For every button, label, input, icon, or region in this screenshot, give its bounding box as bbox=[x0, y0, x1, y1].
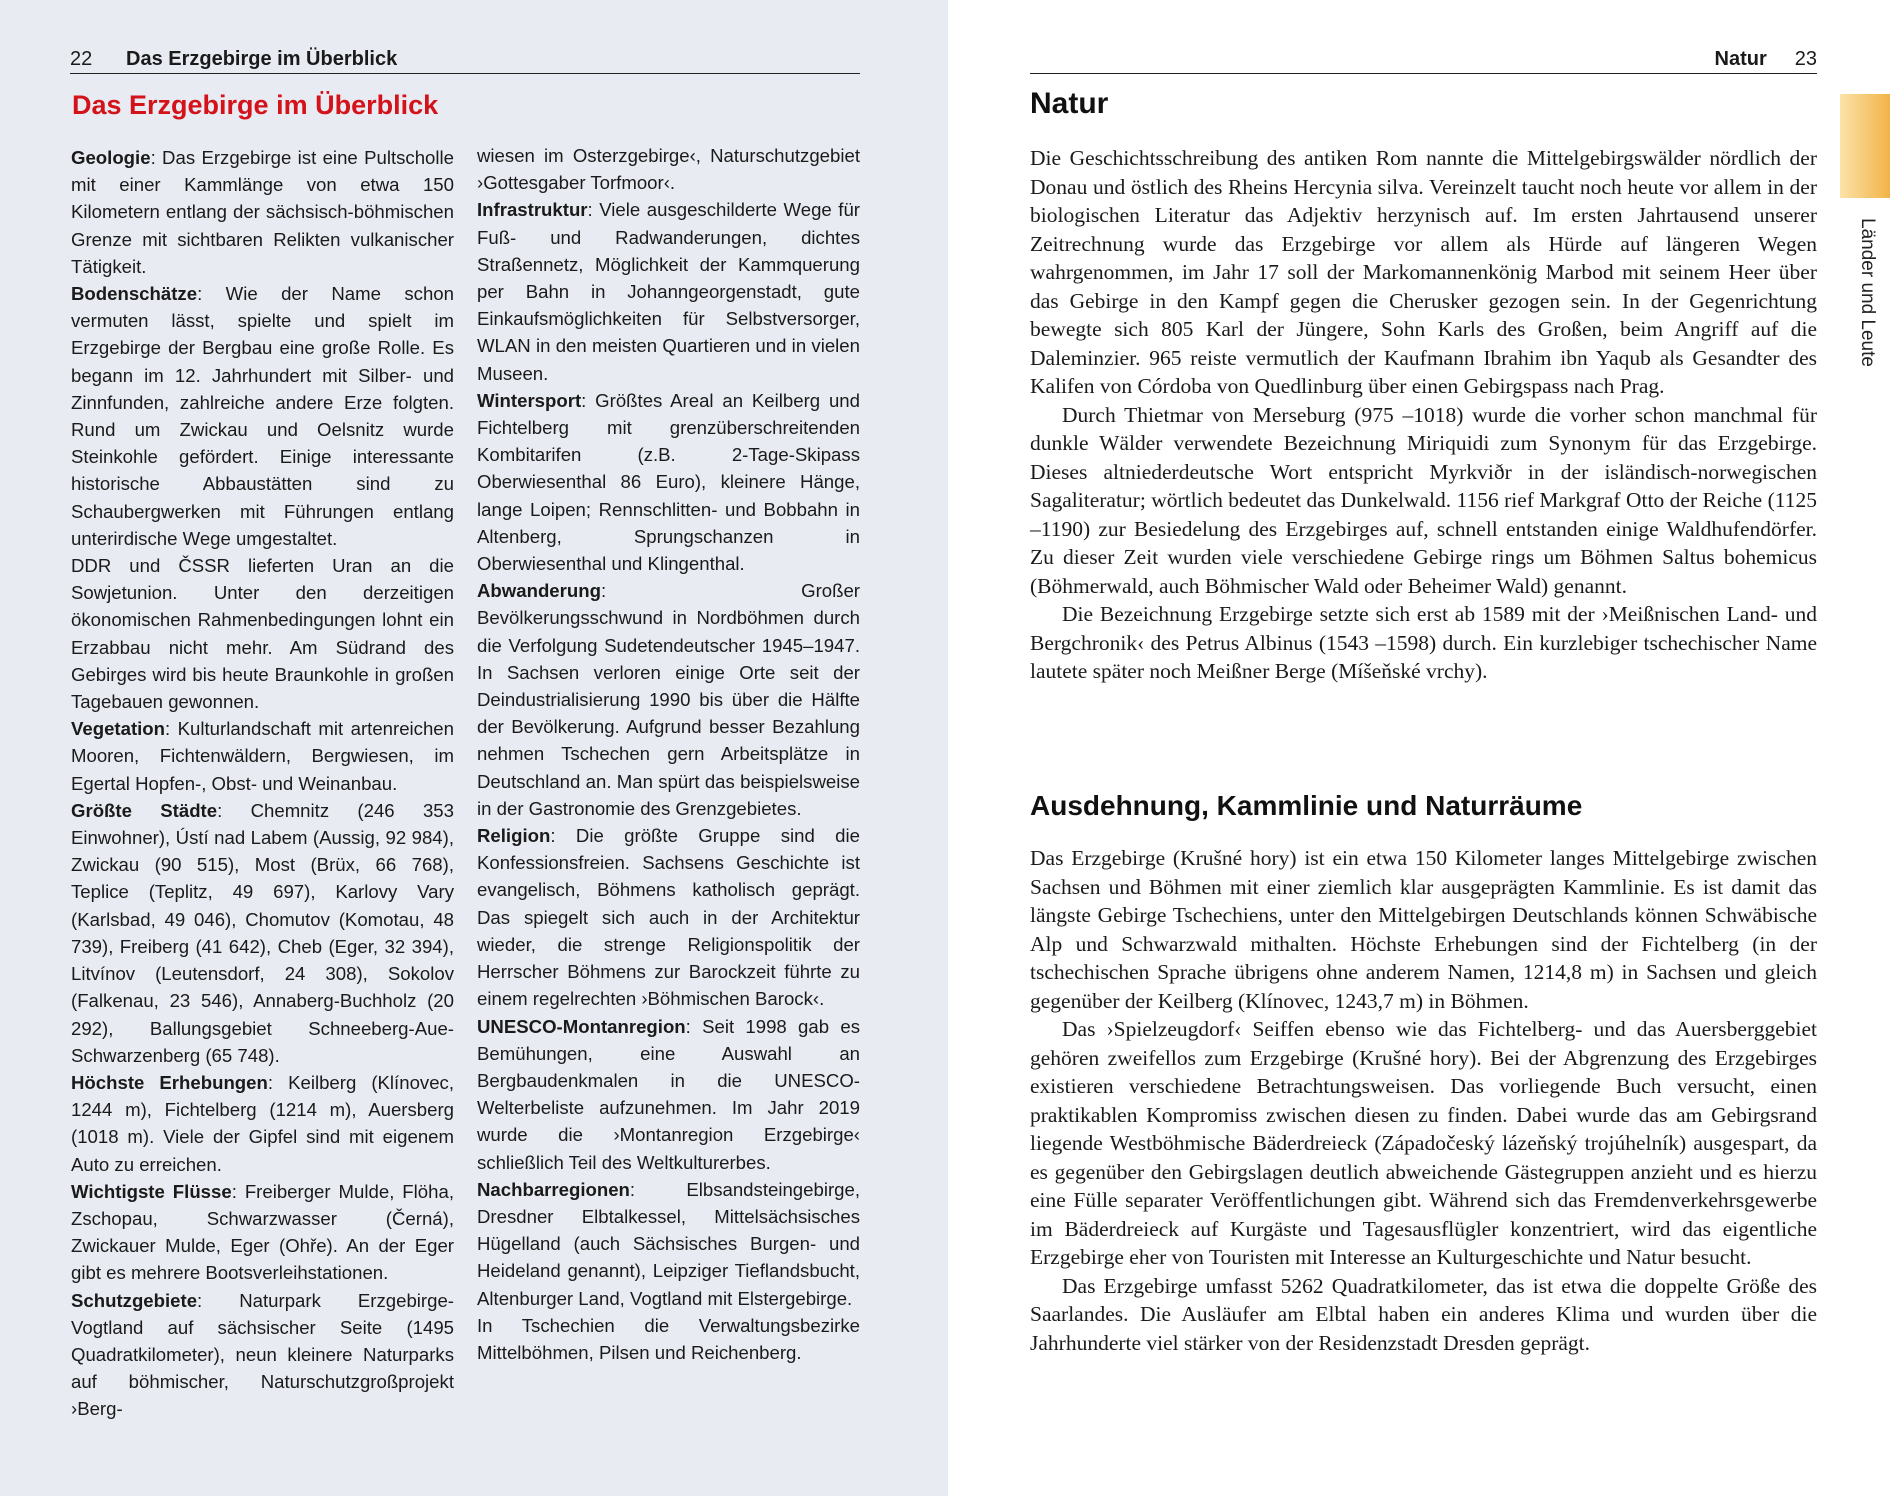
left-page-title: Das Erzgebirge im Überblick bbox=[72, 90, 439, 120]
fact-entry bbox=[477, 1312, 860, 1366]
fact-column-1 bbox=[71, 144, 454, 1423]
fact-entry bbox=[477, 1013, 860, 1176]
fact-entry bbox=[477, 577, 860, 822]
fact-entry bbox=[71, 1287, 454, 1423]
left-header-title: Das Erzgebirge im Überblick bbox=[126, 48, 398, 70]
fact-text: wiesen im Osterzgebirge‹, Naturschutzgebiet ›Gottesgaber Torfmoor‹. bbox=[477, 145, 860, 194]
fact-text: : Keilberg (Klínovec, 1244 m), Fichtelberg (1214 m), Auersberg (1018 m). Viele der Gipfel sind mit eigenem Auto zu erreichen. bbox=[71, 1071, 455, 1175]
left-page-number: 22 bbox=[70, 48, 93, 70]
fact-text: DDR und ČSSR lieferten Uran an die Sowjetunion. Unter den derzeitigen ökonomischen Rahmenbedingungen lohnt ein Erzabbau nicht mehr. Am Südrand des Gebirges wird bis heute Braunkohle in großen Tagebauen gewonnen. bbox=[71, 555, 454, 713]
paragraph: Das ›Spielzeugdorf‹ Seiffen ebenso wie das Fichtelberg- und das Auersberggebiet gehören zweifellos zum Erzgebirge (Krušné hory). Bei der Abgrenzung des Erzgebirges existieren verschiedene Betrachtungsweisen. Das vorliegende Buch versucht, einen praktikablen Kompromiss zwischen diesen zu finden. Dabei wurde das am Gebirgsrand liegende Westböhmische Bäderdreieck (Západočeský lázeňský trojúhelník) ausgespart, da es gegenüber den Gebirgslagen deutlich abweichende Gästegruppen anzieht und es hierzu eine Fülle separater Veröffentlichungen gibt. Während sich das Fremdenverkehrsgewerbe im Bäderdreieck auf Kurgäste und Tagesausflügler konzentriert, wird das eigentliche Erzgebirge eher von Touristen mit Interesse an Kulturgeschichte und Natur besucht. bbox=[1030, 1017, 1817, 1269]
chapter-thumb-tab bbox=[1840, 94, 1890, 198]
fact-entry bbox=[477, 196, 860, 386]
right-running-header bbox=[1030, 44, 1817, 74]
right-header-title: Natur bbox=[1714, 48, 1767, 70]
fact-text: : Kulturlandschaft mit artenreichen Mooren, Fichtenwäldern, Bergwiesen, im Egertal Hopfen-, Obst- und Weinanbau. bbox=[71, 718, 454, 794]
section-ausdehnung-body bbox=[1030, 844, 1817, 1357]
fact-term: Wintersport bbox=[477, 389, 582, 411]
section-title-natur: Natur bbox=[1030, 87, 1109, 120]
fact-entry bbox=[477, 822, 860, 1012]
paragraph: Das Erzgebirge umfasst 5262 Quadratkilometer, das ist etwa die doppelte Größe des Saarlandes. Die Ausläufer am Elbtal haben ein anderes Klima und wurden über die Jahrhunderte viel stärker von der Residenzstadt Dresden geprägt. bbox=[1030, 1273, 1817, 1355]
fact-text: : Die größte Gruppe sind die Konfessionsfreien. Sachsens Geschichte ist evangelisch, Böhmens katholisch geprägt. Das spiegelt sich auch in der Architektur wieder, die strenge Religionspolitik der Herrscher Böhmens zur Barockzeit führte zu einem regelrechten ›Böhmischen Barock‹. bbox=[477, 825, 860, 1010]
chapter-side-label: Länder und Leute bbox=[1857, 218, 1878, 367]
left-running-header bbox=[70, 44, 860, 74]
section-title-ausdehnung: Ausdehnung, Kammlinie und Naturräume bbox=[1030, 790, 1583, 821]
fact-text: : Naturpark Erzgebirge-Vogtland auf sächsischer Seite (1495 Quadratkilometer), neun kleinere Naturparks auf böhmischer, Naturschutzgroßprojekt ›Berg- bbox=[71, 1289, 454, 1420]
fact-term: UNESCO-Montanregion bbox=[477, 1015, 686, 1037]
paragraph: Das Erzgebirge (Krušné hory) ist ein etwa 150 Kilometer langes Mittelgebirge zwischen Sachsen und Böhmen mit einer ziemlich klar ausgeprägten Kammlinie. Es ist damit das längste Gebirge Tschechiens, unter den Mittelgebirgen Deutschlands können Schwäbische Alp und Schwarzwald mithalten. Höchste Erhebungen sind der Fichtelberg (in der tschechischen Sprache übrigens ohne anderem Namen, 1214,8 m) in Sachsen und gleich gegenüber der Keilberg (Klínovec, 1243,7 m) in Böhmen. bbox=[1030, 846, 1817, 1013]
fact-term: Nachbarregionen bbox=[477, 1178, 630, 1200]
section-natur-body bbox=[1030, 144, 1817, 686]
fact-term: Größte Städte bbox=[71, 799, 218, 821]
fact-text: In Tschechien die Verwaltungsbezirke Mittelböhmen, Pilsen und Reichenberg. bbox=[477, 1314, 860, 1363]
fact-entry bbox=[71, 797, 454, 1069]
fact-entry bbox=[477, 142, 860, 196]
fact-term: Abwanderung bbox=[477, 580, 601, 602]
fact-entry bbox=[71, 715, 454, 797]
fact-text: : Wie der Name schon vermuten lässt, spielte und spielt im Erzgebirge der Bergbau eine große Rolle. Es begann im 12. Jahrhundert mit Silber- und Zinnfunden, zahlreiche andere Erze folgten. Rund um Zwickau und Oelsnitz wurde Steinkohle gefördert. Einige interessante historische Abbaustätten sind zu Schaubergwerken mit Führungen entlang unterirdische Wege umgestaltet. bbox=[71, 283, 454, 549]
fact-text: : Viele ausgeschilderte Wege für Fuß- und Radwanderungen, dichtes Straßennetz, Möglichkeit der Kammquerung per Bahn in Johanngeorgenstadt, gute Einkaufsmöglichkeiten für Selbstversorger, WLAN in den meisten Quartieren und in vielen Museen. bbox=[477, 199, 860, 384]
fact-entry bbox=[71, 1069, 454, 1178]
fact-entry bbox=[477, 1176, 860, 1312]
fact-term: Religion bbox=[477, 825, 551, 847]
fact-text: : Seit 1998 gab es Bemühungen, eine Auswahl an Bergbaudenkmalen in die UNESCO-Welterbeliste aufzunehmen. Im Jahr 2019 wurde die ›Montanregion Erzgebirge‹ schließlich Teil des Weltkulturerbes. bbox=[477, 1015, 860, 1173]
fact-term: Schutzgebiete bbox=[71, 1289, 198, 1311]
fact-entry bbox=[71, 280, 454, 552]
fact-term: Vegetation bbox=[71, 718, 166, 740]
paragraph: Die Geschichtsschreibung des antiken Rom nannte die Mittelgebirgswälder nördlich der Donau und östlich des Rheins Hercynia silva. Vereinzelt taucht noch heute vor allem in der biologischen Literatur das Adjektiv herzynisch auf. Im ersten Jahrtausend unserer Zeitrechnung wurde das Erzgebirge vor allem als Hürde auf längeren Wegen wahrgenommen, im Jahr 17 soll der Markomannenkönig Marbod mit seinem Heer über das Gebirge in den Kampf gegen die Cherusker gezogen sein. In der Gegenrichtung bewegte sich 805 Karl der Jüngere, Sohn Karls des Großen, beim Angriff auf die Daleminzier. 965 reiste vermutlich der Kaufmann Ibrahim ibn Yaqub als Gesandter des Kalifen von Córdoba von Quedlinburg über einen Gebirgspass nach Prag. bbox=[1030, 146, 1817, 398]
fact-text: : Chemnitz (246 353 Einwohner), Ústí nad Labem (Aussig, 92 984), Zwickau (90 515), Most (Brüx, 66 768), Teplice (Teplitz, 49 697), Karlovy Vary (Karlsbad, 49 046), Chomutov (Komotau, 48 739), Freiberg (41 642), Cheb (Eger, 32 394), Litvínov (Leutensdorf, 24 308), Sokolov (Falkenau, 23 546), Annaberg-Buchholz (20 292), Ballungsgebiet Schneeberg-Aue-Schwarzenberg (65 748). bbox=[71, 799, 454, 1066]
fact-term: Höchste Erhebungen bbox=[71, 1071, 268, 1093]
fact-entry bbox=[477, 387, 860, 577]
right-page-number: 23 bbox=[1794, 48, 1817, 70]
fact-term: Bodenschätze bbox=[71, 283, 198, 305]
paragraph: Die Bezeichnung Erzgebirge setzte sich erst ab 1589 mit der ›Meißnischen Land- und Bergchronik‹ des Petrus Albinus (1543 –1598) durch. Ein kurzlebiger tschechischer Name lautete später noch Meißner Berge (Míšeňské vrchy). bbox=[1030, 602, 1817, 683]
fact-text: : Größtes Areal an Keilberg und Fichtelberg mit grenzüberschreitenden Kombitarifen (z.B. 2-Tage-Skipass Oberwiesenthal 86 Euro), kleinere Hänge, lange Loipen; Rennschlitten- und Bobbahn in Altenberg, Sprungschanzen in Oberwiesenthal und Klingenthal. bbox=[477, 389, 860, 575]
fact-term: Geologie bbox=[71, 147, 151, 168]
right-page bbox=[948, 0, 1890, 1496]
paragraph: Durch Thietmar von Merseburg (975 –1018) wurde die vorher schon manchmal für dunkle Wälder verwendete Bezeichnung Miriquidi zum Synonym für das Erzgebirge. Dieses altniederdeutsche Wort entspricht Myrkviðr in der isländisch-norwegischen Sagaliteratur; wörtlich bedeutet das Dunkelwald. 1156 rief Markgraf Otto der Reiche (1125 –1190) zur Besiedelung des Erzgebirges auf, schnell entstanden einige Waldhufendörfer. Zu dieser Zeit wurden viele verschiedene Gebirge rings um Böhmen Saltus bohemicus (Böhmerwald, auch Böhmischer Wald oder Beheimer Wald) genannt. bbox=[1030, 402, 1817, 598]
fact-term: Infrastruktur bbox=[477, 199, 588, 221]
fact-text: : Das Erzgebirge ist eine Pultscholle mit einer Kammlänge von etwa 150 Kilometern entlang der sächsisch-böhmischen Grenze mit sichtbaren Relikten vulkanischer Tätigkeit. bbox=[71, 147, 454, 277]
fact-term: Wichtigste Flüsse bbox=[71, 1180, 232, 1202]
fact-text: : Großer Bevölkerungsschwund in Nordböhmen durch die Verfolgung Sudetendeutscher 1945–1947. In Sachsen verloren einige Orte seit der Deindustrialisierung 1990 bis über die Hälfte der Bevölkerung. Aufgrund besser Bezahlung nehmen Tschechen gern Arbeitsplätze in Deutschland an. Man spürt das beispielsweise in der Gastronomie des Grenzgebietes. bbox=[477, 580, 860, 819]
fact-entry bbox=[71, 552, 454, 715]
fact-text: : Freiberger Mulde, Flöha, Zschopau, Schwarzwasser (Černá), Zwickauer Mulde, Eger (Ohře). An der Eger gibt es mehrere Bootsverleihstationen. bbox=[71, 1180, 454, 1284]
fact-entry bbox=[71, 144, 454, 280]
fact-text: : Elbsandsteingebirge, Dresdner Elbtalkessel, Mittelsächsisches Hügelland (auch Sächsisches Burgen- und Heideland genannt), Leipziger Tieflandsbucht, Altenburger Land, Vogtland mit Elstergebirge. bbox=[477, 1178, 860, 1309]
fact-column-2 bbox=[477, 142, 860, 1366]
fact-entry bbox=[71, 1178, 454, 1287]
